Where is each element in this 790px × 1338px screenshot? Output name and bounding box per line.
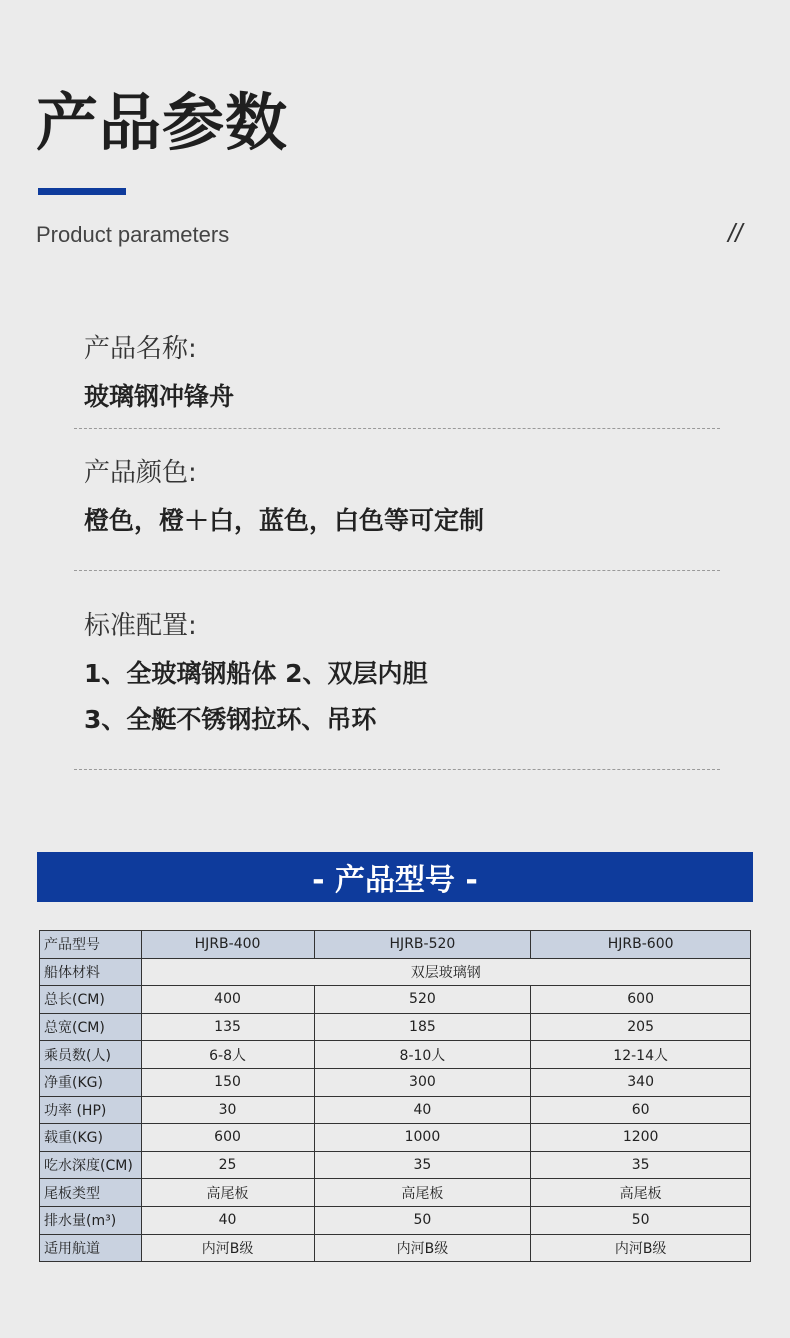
table-cell: 25 xyxy=(141,1151,314,1179)
table-row-label: 总长(CM) xyxy=(40,986,142,1014)
table-cell: 300 xyxy=(314,1068,531,1096)
table-cell: 35 xyxy=(531,1151,751,1179)
table-row-label: 净重(KG) xyxy=(40,1068,142,1096)
table-cell: 400 xyxy=(141,986,314,1014)
table-row-label: 载重(KG) xyxy=(40,1124,142,1152)
table-cell: 内河B级 xyxy=(531,1234,751,1262)
table-row-label: 总宽(CM) xyxy=(40,1013,142,1041)
table-row-label: 适用航道 xyxy=(40,1234,142,1262)
param-value: 玻璃钢冲锋舟 xyxy=(84,382,235,411)
decorative-slash-mark: // xyxy=(728,218,743,248)
table-row xyxy=(40,1041,751,1069)
param-value: 1、全玻璃钢船体 2、双层内胆 xyxy=(84,659,428,688)
table-cell: 高尾板 xyxy=(314,1179,531,1207)
table-row xyxy=(40,1124,751,1152)
table-cell: 600 xyxy=(141,1124,314,1152)
table-row-label: 排水量(m³) xyxy=(40,1206,142,1234)
divider xyxy=(74,570,720,571)
param-label: 标准配置: xyxy=(84,611,197,641)
table-model-cell: HJRB-520 xyxy=(314,931,531,959)
table-cell: 高尾板 xyxy=(531,1179,751,1207)
table-row-label: 产品型号 xyxy=(40,931,142,959)
table-cell: 35 xyxy=(314,1151,531,1179)
table-row xyxy=(40,1096,751,1124)
table-cell: 60 xyxy=(531,1096,751,1124)
table-model-cell: HJRB-600 xyxy=(531,931,751,959)
param-product-color xyxy=(84,460,724,533)
param-value: 橙色，橙＋白，蓝色，白色等可定制 xyxy=(84,506,485,535)
table-row xyxy=(40,1013,751,1041)
table-cell: 135 xyxy=(141,1013,314,1041)
table-cell: 1000 xyxy=(314,1124,531,1152)
table-cell: 600 xyxy=(531,986,751,1014)
param-value: 3、全艇不锈钢拉环、吊环 xyxy=(84,705,377,734)
table-header-row xyxy=(40,931,751,959)
table-row-label: 船体材料 xyxy=(40,958,142,986)
param-label: 产品颜色: xyxy=(84,458,197,488)
table-cell: 150 xyxy=(141,1068,314,1096)
table-row-label: 功率 (HP) xyxy=(40,1096,142,1124)
table-cell: 30 xyxy=(141,1096,314,1124)
param-product-name xyxy=(84,336,724,409)
table-row xyxy=(40,1068,751,1096)
table-row-label: 乘员数(人) xyxy=(40,1041,142,1069)
table-row-label: 吃水深度(CM) xyxy=(40,1151,142,1179)
table-cell: 340 xyxy=(531,1068,751,1096)
title-underline xyxy=(38,188,126,195)
table-row xyxy=(40,1206,751,1234)
table-cell: 40 xyxy=(314,1096,531,1124)
divider xyxy=(74,428,720,429)
spec-table xyxy=(39,930,751,1262)
table-row xyxy=(40,958,751,986)
table-cell: 50 xyxy=(314,1206,531,1234)
page-title: 产品参数 xyxy=(36,86,289,159)
table-cell: 205 xyxy=(531,1013,751,1041)
table-cell: 8-10人 xyxy=(314,1041,531,1069)
divider xyxy=(74,769,720,770)
table-cell: 6-8人 xyxy=(141,1041,314,1069)
page-subtitle: Product parameters xyxy=(36,222,230,247)
table-cell: 50 xyxy=(531,1206,751,1234)
table-cell: 520 xyxy=(314,986,531,1014)
section-banner-models: - 产品型号 - xyxy=(37,852,753,902)
table-cell: 内河B级 xyxy=(141,1234,314,1262)
param-label: 产品名称: xyxy=(84,334,197,364)
table-cell: 185 xyxy=(314,1013,531,1041)
table-row xyxy=(40,986,751,1014)
table-row-label: 尾板类型 xyxy=(40,1179,142,1207)
table-row xyxy=(40,1151,751,1179)
table-row xyxy=(40,1179,751,1207)
table-cell: 12-14人 xyxy=(531,1041,751,1069)
table-row xyxy=(40,1234,751,1262)
table-cell: 双层玻璃钢 xyxy=(141,958,750,986)
table-model-cell: HJRB-400 xyxy=(141,931,314,959)
param-standard-config xyxy=(84,613,724,732)
table-cell: 1200 xyxy=(531,1124,751,1152)
table-cell: 40 xyxy=(141,1206,314,1234)
table-cell: 高尾板 xyxy=(141,1179,314,1207)
table-cell: 内河B级 xyxy=(314,1234,531,1262)
